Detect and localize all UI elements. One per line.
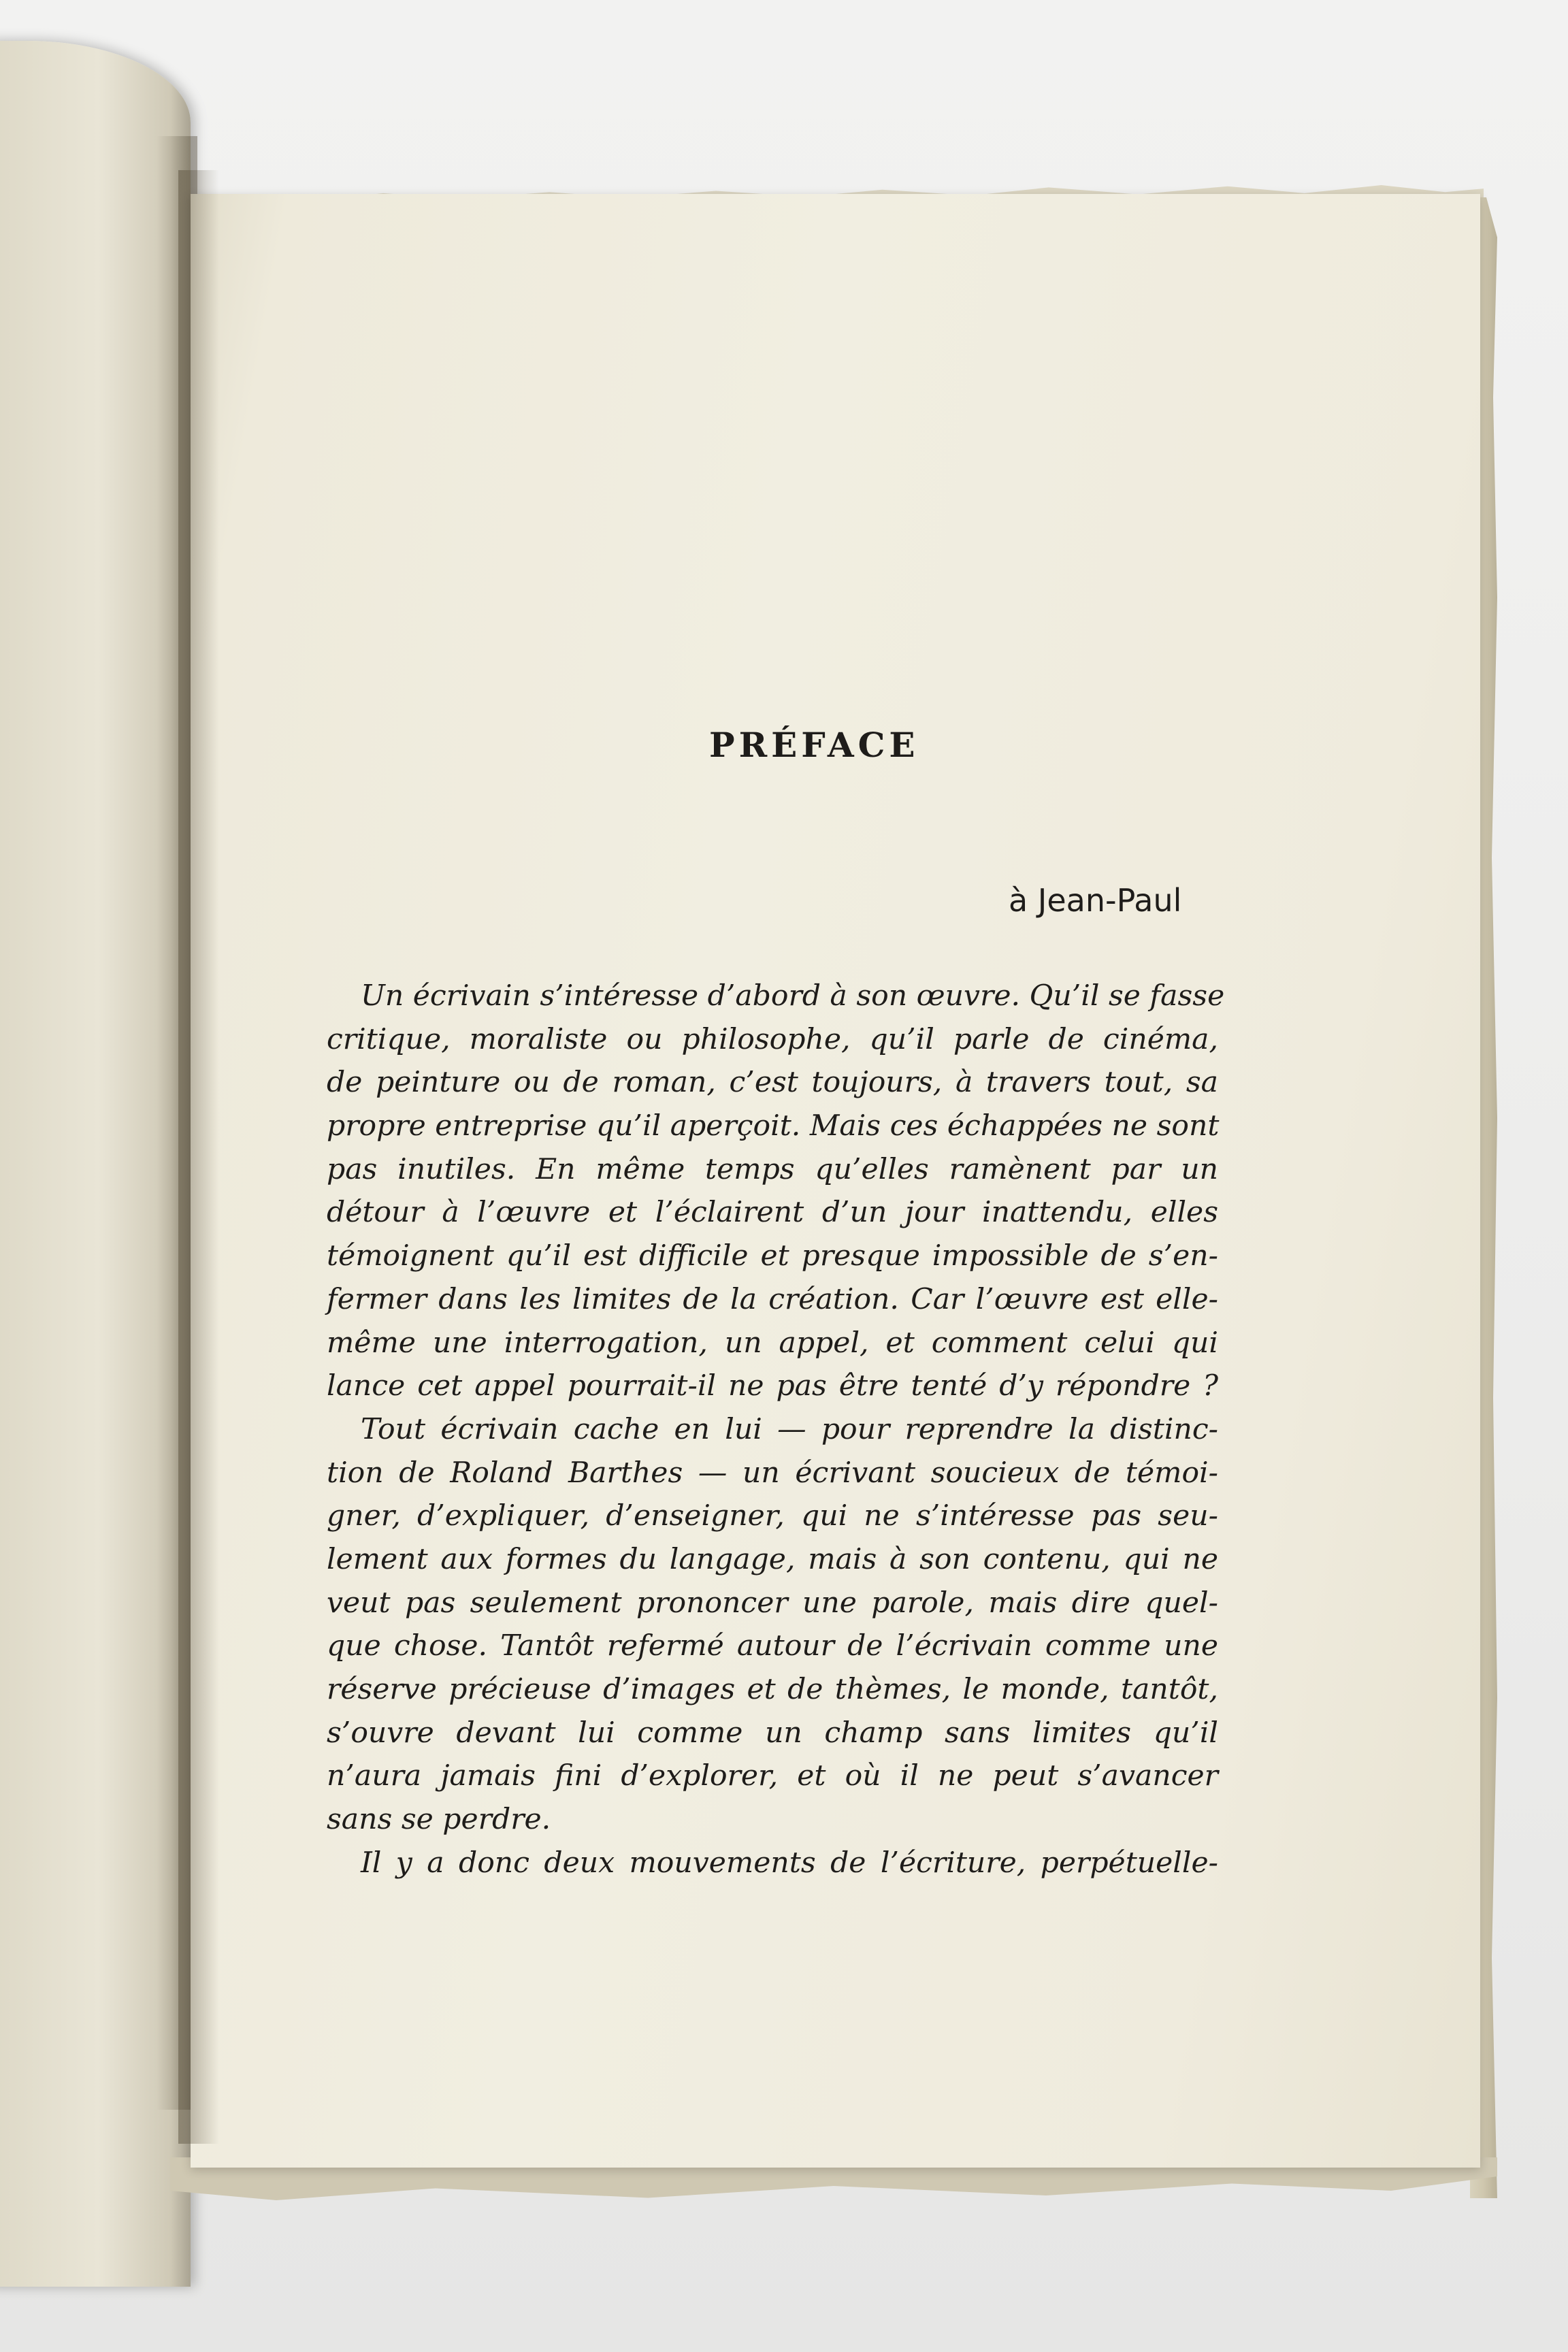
text-line: même une interrogation, un appel, et comment celui qui [327, 1326, 1218, 1360]
text-line: Il y a donc deux mouvements de l’écriture, perpétuelle- [361, 1846, 1218, 1880]
text-line: n’aura jamais fini d’explorer, et où il ne peut s’avancer [327, 1759, 1218, 1793]
text-line: critique, moraliste ou philosophe, qu’il parle de cinéma, [327, 1022, 1218, 1056]
text-line: de peinture ou de roman, c’est toujours, à travers tout, sa [327, 1066, 1218, 1100]
text-line: veut pas seulement prononcer une parole, mais dire quel- [327, 1586, 1218, 1620]
body-text [327, 975, 1225, 1884]
gutter-shadow [178, 170, 219, 2144]
text-line: témoignent qu’il est difficile et presque impossible de s’en- [327, 1239, 1218, 1273]
text-line: propre entreprise qu’il aperçoit. Mais ces échappées ne sont [327, 1109, 1220, 1143]
page-title: PRÉFACE [709, 725, 919, 765]
text-line: fermer dans les limites de la création. Car l’œuvre est elle- [327, 1282, 1218, 1316]
text-line: Tout écrivain cache en lui — pour reprendre la distinc- [361, 1412, 1218, 1446]
text-line: sans se perdre. [327, 1803, 551, 1837]
text-line: que chose. Tantôt refermé autour de l’écrivain comme une [327, 1629, 1218, 1663]
dedication: à Jean-Paul [1009, 882, 1182, 919]
text-line: Un écrivain s’intéresse d’abord à son œuvre. Qu’il se fasse [361, 979, 1225, 1013]
text-line: détour à l’œuvre et l’éclairent d’un jour inattendu, elles [327, 1196, 1218, 1230]
text-line: lance cet appel pourrait-il ne pas être tenté d’y répondre ? [327, 1369, 1218, 1403]
text-line: réserve précieuse d’images et de thèmes, le monde, tantôt, [327, 1673, 1218, 1706]
text-line: s’ouvre devant lui comme un champ sans limites qu’il [327, 1716, 1218, 1750]
text-line: pas inutiles. En même temps qu’elles ramènent par un [327, 1152, 1218, 1186]
text-line: gner, d’expliquer, d’enseigner, qui ne s’intéresse pas seu- [327, 1499, 1218, 1533]
text-line: lement aux formes du langage, mais à son contenu, qui ne [327, 1542, 1218, 1576]
text-line: tion de Roland Barthes — un écrivant soucieux de témoi- [327, 1456, 1218, 1490]
